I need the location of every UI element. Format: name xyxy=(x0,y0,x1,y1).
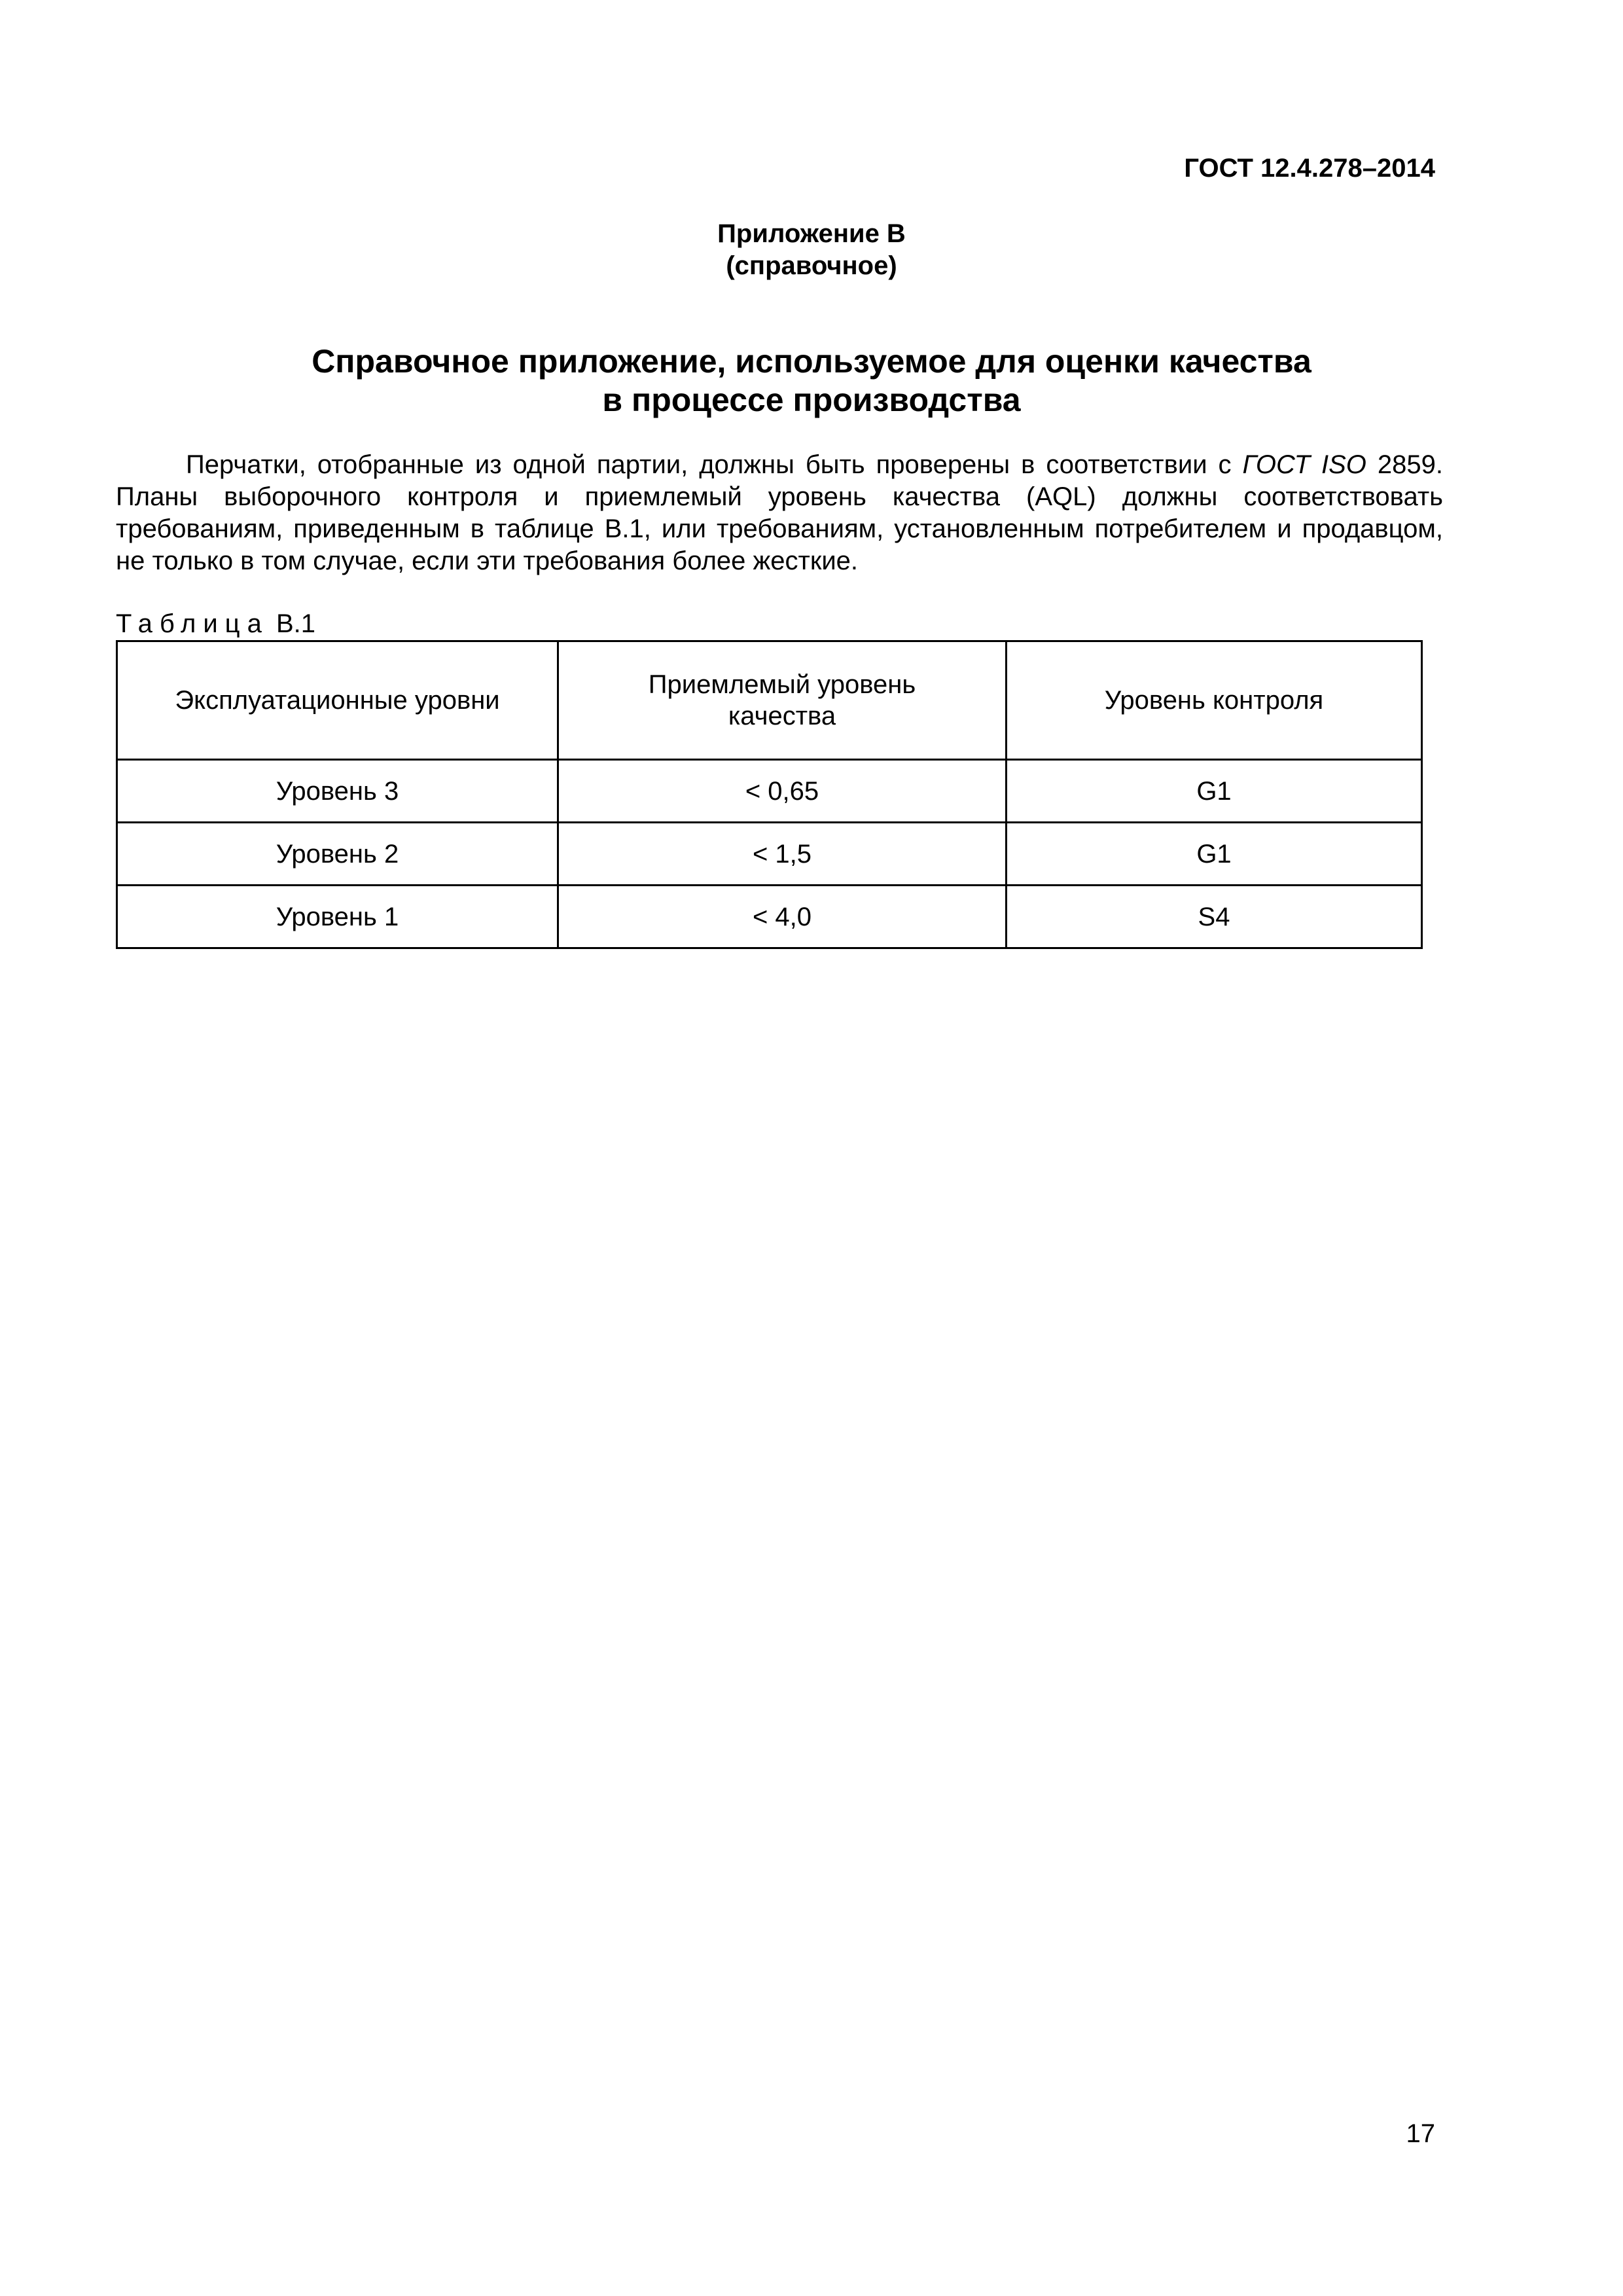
appendix-heading xyxy=(0,218,1623,282)
standard-reference: ГОСТ ISO xyxy=(1242,450,1366,479)
cell-aql: < 1,5 xyxy=(558,823,1007,886)
title-line-2: в процессе производства xyxy=(602,382,1021,418)
table-row xyxy=(117,823,1422,886)
table-caption-word: Таблица xyxy=(116,609,269,638)
cell-aql: < 4,0 xyxy=(558,886,1007,948)
table-header-row xyxy=(117,641,1422,760)
page-number: 17 xyxy=(1406,2119,1435,2148)
cell-inspection: G1 xyxy=(1007,823,1422,886)
table-caption xyxy=(116,608,315,639)
appendix-status: (справочное) xyxy=(726,251,897,280)
cell-level: Уровень 3 xyxy=(117,760,558,823)
cell-aql: < 0,65 xyxy=(558,760,1007,823)
header-aql-text: Приемлемый уровень качества xyxy=(648,670,916,730)
page-title xyxy=(0,342,1623,420)
standard-code: ГОСТ 12.4.278–2014 xyxy=(1184,154,1435,183)
appendix-label: Приложение В xyxy=(717,219,906,248)
cell-inspection: G1 xyxy=(1007,760,1422,823)
header-acceptable-quality-level xyxy=(558,641,1007,760)
table-row xyxy=(117,760,1422,823)
paragraph-text-start: Перчатки, отобранные из одной партии, должны быть проверены в соответствии с xyxy=(186,450,1243,479)
cell-inspection: S4 xyxy=(1007,886,1422,948)
header-operational-levels: Эксплуатационные уровни xyxy=(117,641,558,760)
cell-level: Уровень 1 xyxy=(117,886,558,948)
table-row xyxy=(117,886,1422,948)
body-paragraph xyxy=(116,449,1443,577)
title-line-1: Справочное приложение, используемое для оценки качества xyxy=(312,343,1311,380)
quality-levels-table xyxy=(116,640,1423,949)
header-inspection-level: Уровень контроля xyxy=(1007,641,1422,760)
cell-level: Уровень 2 xyxy=(117,823,558,886)
paragraph-text-end: 2859. Планы выборочного контроля и приемлемый уровень качества (AQL) должны соответствовать требованиям, приведенным в таблице В.1, или требованиям, установленным потребителем и продавцом, не только в том случае, если эти требования более жесткие. xyxy=(116,450,1443,575)
table-caption-number: В.1 xyxy=(276,609,316,638)
